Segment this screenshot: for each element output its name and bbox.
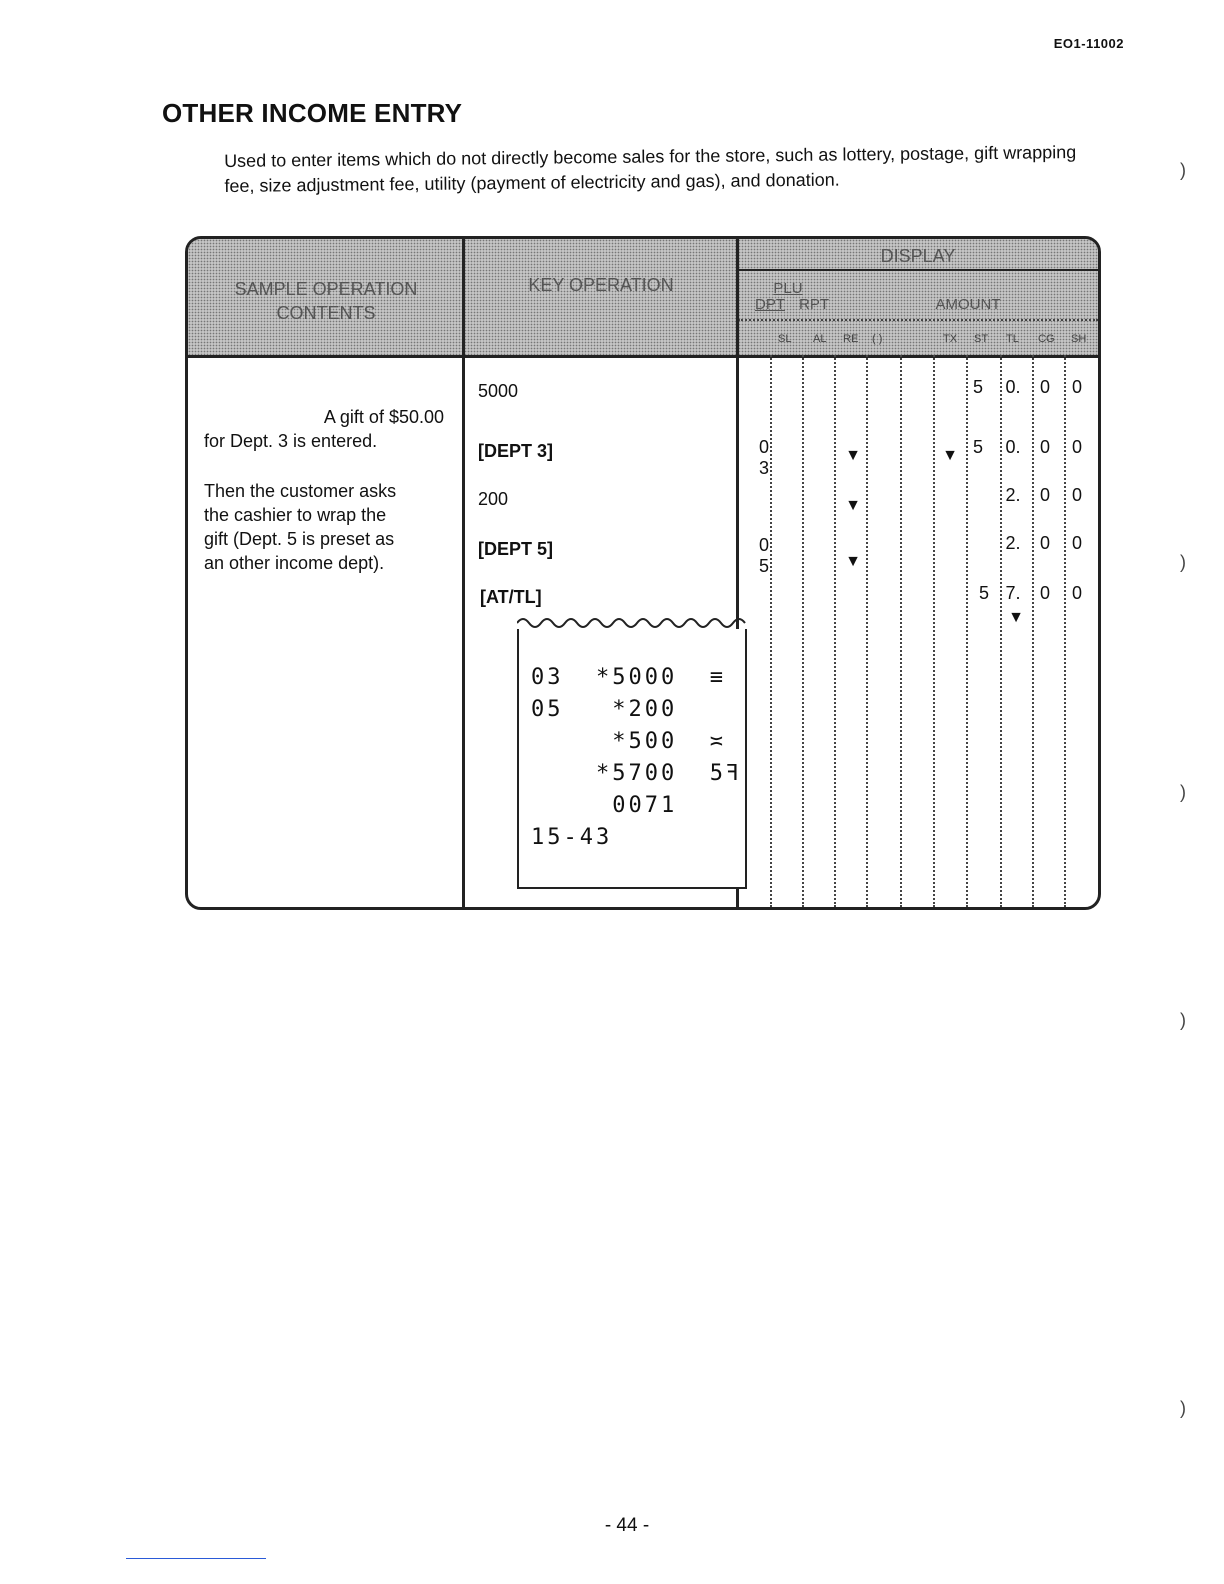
header-dpt: DPT [755, 296, 785, 313]
display-column [1064, 355, 1066, 907]
sample-line: for Dept. 3 is entered. [204, 431, 378, 451]
display-digit: 5 [972, 377, 983, 397]
indicator-arrow: ▼ [845, 553, 861, 570]
margin-mark: ) [1180, 160, 1186, 180]
display-digit: 2. [1005, 533, 1021, 553]
display-column [802, 355, 804, 907]
display-digit: 0 [1071, 485, 1082, 505]
header-rpt: RPT [799, 296, 829, 313]
display-digit: 0 [1071, 583, 1082, 603]
receipt-line: 03 *5000 ≡ [531, 665, 726, 690]
display-dept: 0 5 [758, 535, 777, 576]
page-number: - 44 - [604, 1515, 650, 1536]
display-digit: 0 [1039, 485, 1050, 505]
display-column [866, 355, 868, 907]
document-code: EO1-11002 [1053, 36, 1124, 51]
header-sample-line1: SAMPLE OPERATION [234, 279, 418, 299]
key-entry: [DEPT 3] [478, 441, 554, 461]
indicator-re: RE [843, 333, 859, 345]
display-column [1032, 355, 1034, 907]
indicator-arrow: ▼ [845, 447, 861, 464]
indicator-arrow: ▼ [1008, 609, 1024, 626]
display-column [900, 355, 902, 907]
display-digit: 5 [978, 583, 989, 603]
key-entry: 200 [478, 489, 509, 509]
receipt-line: *5700 5ꟻ [531, 761, 742, 786]
display-column [1000, 355, 1002, 907]
display-digit: 0 [1039, 437, 1050, 457]
display-digit: 0 [1071, 377, 1082, 397]
key-entry: [DEPT 5] [478, 539, 554, 559]
indicator-paren: ( ) [872, 333, 883, 345]
display-digit: 0 [1071, 437, 1082, 457]
header-display-label: DISPLAY [880, 246, 956, 266]
indicator-arrow: ▼ [942, 447, 958, 464]
page-title: OTHER INCOME ENTRY [162, 98, 463, 128]
display-dept: 0 3 [758, 437, 777, 478]
receipt-line: *500 ≍ [531, 729, 726, 754]
header-amount: AMOUNT [935, 296, 1001, 313]
header-key [464, 239, 738, 358]
sample-line: an other income dept). [204, 553, 385, 573]
header-sample [188, 239, 464, 358]
sample-paragraph-1 [204, 405, 444, 453]
display-digit: 5 [972, 437, 983, 457]
sample-paragraph-2 [204, 479, 454, 575]
display-column [834, 355, 836, 907]
sample-line: Then the customer asks [204, 481, 397, 501]
indicator-sl: SL [778, 333, 792, 345]
indicator-sh: SH [1071, 333, 1087, 345]
display-digit: 7. [1005, 583, 1021, 603]
receipt-line: 05 *200 [531, 697, 678, 722]
margin-mark: ) [1180, 552, 1186, 572]
header-sample-line2: CONTENTS [276, 303, 376, 323]
intro-paragraph: Used to enter items which do not directly become sales for the store, such as lottery, postage, gift wrapping fee, size adjustment fee, utility (payment of electricity and gas), and donation. [224, 142, 1077, 196]
receipt-line: 0071 [531, 793, 678, 818]
display-column [933, 355, 935, 907]
indicator-arrow: ▼ [845, 497, 861, 514]
sample-line: gift (Dept. 5 is preset as [204, 529, 395, 549]
margin-mark: ) [1180, 1398, 1186, 1418]
margin-mark: ) [1180, 782, 1186, 802]
display-digit: 0 [1039, 533, 1050, 553]
receipt-line: 15-43 [531, 825, 613, 850]
key-entry: [AT/TL] [480, 587, 542, 607]
receipt-printout [517, 629, 747, 889]
footer-rule [126, 1558, 266, 1559]
header-key-label: KEY OPERATION [528, 275, 674, 295]
display-digit: 0 [1039, 377, 1050, 397]
display-digit: 0. [1005, 377, 1021, 397]
sample-line: A gift of $50.00 [323, 407, 444, 427]
sample-line: the cashier to wrap the [204, 505, 387, 525]
receipt-tear-edge [517, 615, 747, 631]
header-display [738, 239, 1098, 358]
display-digit: 0. [1005, 437, 1021, 457]
key-entry: 5000 [478, 381, 519, 401]
margin-mark: ) [1180, 1010, 1186, 1030]
display-digit: 0 [1039, 583, 1050, 603]
indicator-tl: TL [1006, 333, 1019, 345]
display-digit: 0 [1071, 533, 1082, 553]
indicator-tx: TX [943, 333, 958, 345]
column-divider-1 [462, 239, 465, 907]
operation-table [185, 236, 1101, 910]
display-digit: 2. [1005, 485, 1021, 505]
header-plu: PLU [773, 280, 803, 297]
indicator-al: AL [813, 333, 827, 345]
indicator-cg: CG [1038, 333, 1055, 345]
indicator-st: ST [974, 333, 989, 345]
